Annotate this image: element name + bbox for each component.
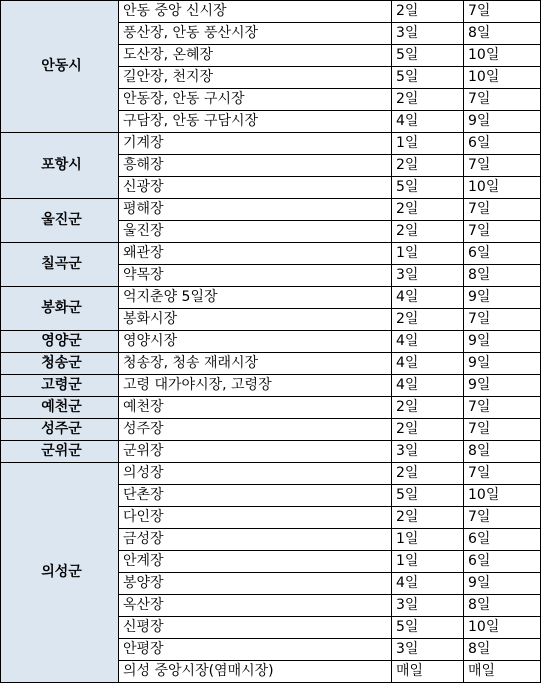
table-row (1, 331, 541, 353)
table-row (1, 353, 541, 375)
region-cell[interactable]: 칠곡군 (1, 243, 119, 287)
first-day-cell[interactable]: 4일 (392, 111, 464, 133)
first-day-cell[interactable]: 1일 (392, 551, 464, 573)
second-day-cell[interactable]: 10일 (464, 67, 541, 89)
second-day-cell[interactable]: 7일 (464, 419, 541, 441)
second-day-cell[interactable]: 10일 (464, 177, 541, 199)
market-name-cell[interactable]: 왜관장 (119, 243, 392, 265)
table-body (1, 1, 541, 683)
market-name-cell[interactable]: 고령 대가야시장, 고령장 (119, 375, 392, 397)
second-day-cell[interactable]: 9일 (464, 573, 541, 595)
table-row (1, 375, 541, 397)
first-day-cell[interactable]: 매일 (392, 661, 464, 683)
market-name-cell[interactable]: 흥해장 (119, 155, 392, 177)
second-day-cell[interactable]: 9일 (464, 111, 541, 133)
region-cell[interactable]: 포항시 (1, 133, 119, 199)
first-day-cell[interactable]: 3일 (392, 639, 464, 661)
first-day-cell[interactable]: 5일 (392, 485, 464, 507)
market-name-cell[interactable]: 기계장 (119, 133, 392, 155)
region-cell[interactable]: 영양군 (1, 331, 119, 353)
first-day-cell[interactable]: 5일 (392, 177, 464, 199)
market-name-cell[interactable]: 의성 중앙시장(염매시장) (119, 661, 392, 683)
first-day-cell[interactable]: 5일 (392, 67, 464, 89)
market-name-cell[interactable]: 억지춘양 5일장 (119, 287, 392, 309)
table-row (1, 287, 541, 309)
market-name-cell[interactable]: 신평장 (119, 617, 392, 639)
region-cell[interactable]: 군위군 (1, 441, 119, 463)
first-day-cell[interactable]: 2일 (392, 507, 464, 529)
second-day-cell[interactable]: 10일 (464, 45, 541, 67)
first-day-cell[interactable]: 4일 (392, 331, 464, 353)
first-day-cell[interactable]: 2일 (392, 463, 464, 485)
region-cell[interactable]: 청송군 (1, 353, 119, 375)
second-day-cell[interactable]: 9일 (464, 353, 541, 375)
second-day-cell[interactable]: 8일 (464, 639, 541, 661)
first-day-cell[interactable]: 2일 (392, 221, 464, 243)
first-day-cell[interactable]: 4일 (392, 287, 464, 309)
first-day-cell[interactable]: 4일 (392, 573, 464, 595)
second-day-cell[interactable]: 7일 (464, 397, 541, 419)
market-name-cell[interactable]: 예천장 (119, 397, 392, 419)
market-name-cell[interactable]: 신광장 (119, 177, 392, 199)
second-day-cell[interactable]: 7일 (464, 199, 541, 221)
second-day-cell[interactable]: 8일 (464, 441, 541, 463)
first-day-cell[interactable]: 2일 (392, 397, 464, 419)
table-row (1, 463, 541, 485)
first-day-cell[interactable]: 3일 (392, 595, 464, 617)
first-day-cell[interactable]: 5일 (392, 617, 464, 639)
table-row (1, 199, 541, 221)
market-name-cell[interactable]: 울진장 (119, 221, 392, 243)
second-day-cell[interactable]: 6일 (464, 243, 541, 265)
second-day-cell[interactable]: 9일 (464, 331, 541, 353)
region-cell[interactable]: 성주군 (1, 419, 119, 441)
second-day-cell[interactable]: 매일 (464, 661, 541, 683)
first-day-cell[interactable]: 4일 (392, 353, 464, 375)
second-day-cell[interactable]: 10일 (464, 617, 541, 639)
first-day-cell[interactable]: 2일 (392, 89, 464, 111)
market-name-cell[interactable]: 길안장, 천지장 (119, 67, 392, 89)
first-day-cell[interactable]: 1일 (392, 243, 464, 265)
market-name-cell[interactable]: 청송장, 청송 재래시장 (119, 353, 392, 375)
region-cell[interactable]: 안동시 (1, 1, 119, 133)
first-day-cell[interactable]: 1일 (392, 529, 464, 551)
second-day-cell[interactable]: 7일 (464, 507, 541, 529)
market-name-cell[interactable]: 봉양장 (119, 573, 392, 595)
region-cell[interactable]: 울진군 (1, 199, 119, 243)
market-name-cell[interactable]: 안동 중앙 신시장 (119, 1, 392, 23)
first-day-cell[interactable]: 3일 (392, 265, 464, 287)
first-day-cell[interactable]: 3일 (392, 441, 464, 463)
second-day-cell[interactable]: 7일 (464, 463, 541, 485)
region-cell[interactable]: 봉화군 (1, 287, 119, 331)
second-day-cell[interactable]: 8일 (464, 595, 541, 617)
market-name-cell[interactable]: 도산장, 온혜장 (119, 45, 392, 67)
market-name-cell[interactable]: 구담장, 안동 구담시장 (119, 111, 392, 133)
region-cell[interactable]: 의성군 (1, 463, 119, 683)
market-name-cell[interactable]: 풍산장, 안동 풍산시장 (119, 23, 392, 45)
market-name-cell[interactable]: 안동장, 안동 구시장 (119, 89, 392, 111)
second-day-cell[interactable]: 7일 (464, 221, 541, 243)
first-day-cell[interactable]: 1일 (392, 133, 464, 155)
market-name-cell[interactable]: 의성장 (119, 463, 392, 485)
table-row (1, 243, 541, 265)
second-day-cell[interactable]: 9일 (464, 375, 541, 397)
second-day-cell[interactable]: 6일 (464, 551, 541, 573)
market-name-cell[interactable]: 약목장 (119, 265, 392, 287)
market-name-cell[interactable]: 안계장 (119, 551, 392, 573)
second-day-cell[interactable]: 8일 (464, 23, 541, 45)
table-row (1, 397, 541, 419)
market-name-cell[interactable]: 군위장 (119, 441, 392, 463)
market-name-cell[interactable]: 금성장 (119, 529, 392, 551)
second-day-cell[interactable]: 10일 (464, 485, 541, 507)
first-day-cell[interactable]: 2일 (392, 1, 464, 23)
first-day-cell[interactable]: 2일 (392, 199, 464, 221)
table-row (1, 1, 541, 23)
first-day-cell[interactable]: 2일 (392, 419, 464, 441)
first-day-cell[interactable]: 3일 (392, 23, 464, 45)
first-day-cell[interactable]: 5일 (392, 45, 464, 67)
market-name-cell[interactable]: 옥산장 (119, 595, 392, 617)
market-name-cell[interactable]: 다인장 (119, 507, 392, 529)
second-day-cell[interactable]: 7일 (464, 89, 541, 111)
second-day-cell[interactable]: 8일 (464, 265, 541, 287)
first-day-cell[interactable]: 2일 (392, 155, 464, 177)
market-name-cell[interactable]: 안평장 (119, 639, 392, 661)
second-day-cell[interactable]: 6일 (464, 529, 541, 551)
second-day-cell[interactable]: 7일 (464, 1, 541, 23)
first-day-cell[interactable]: 2일 (392, 309, 464, 331)
market-name-cell[interactable]: 성주장 (119, 419, 392, 441)
second-day-cell[interactable]: 6일 (464, 133, 541, 155)
second-day-cell[interactable]: 7일 (464, 309, 541, 331)
second-day-cell[interactable]: 7일 (464, 155, 541, 177)
market-name-cell[interactable]: 평해장 (119, 199, 392, 221)
market-name-cell[interactable]: 단촌장 (119, 485, 392, 507)
table-row (1, 441, 541, 463)
table-row (1, 133, 541, 155)
first-day-cell[interactable]: 4일 (392, 375, 464, 397)
second-day-cell[interactable]: 9일 (464, 287, 541, 309)
market-name-cell[interactable]: 영양시장 (119, 331, 392, 353)
region-cell[interactable]: 고령군 (1, 375, 119, 397)
table-row (1, 419, 541, 441)
region-cell[interactable]: 예천군 (1, 397, 119, 419)
market-name-cell[interactable]: 봉화시장 (119, 309, 392, 331)
